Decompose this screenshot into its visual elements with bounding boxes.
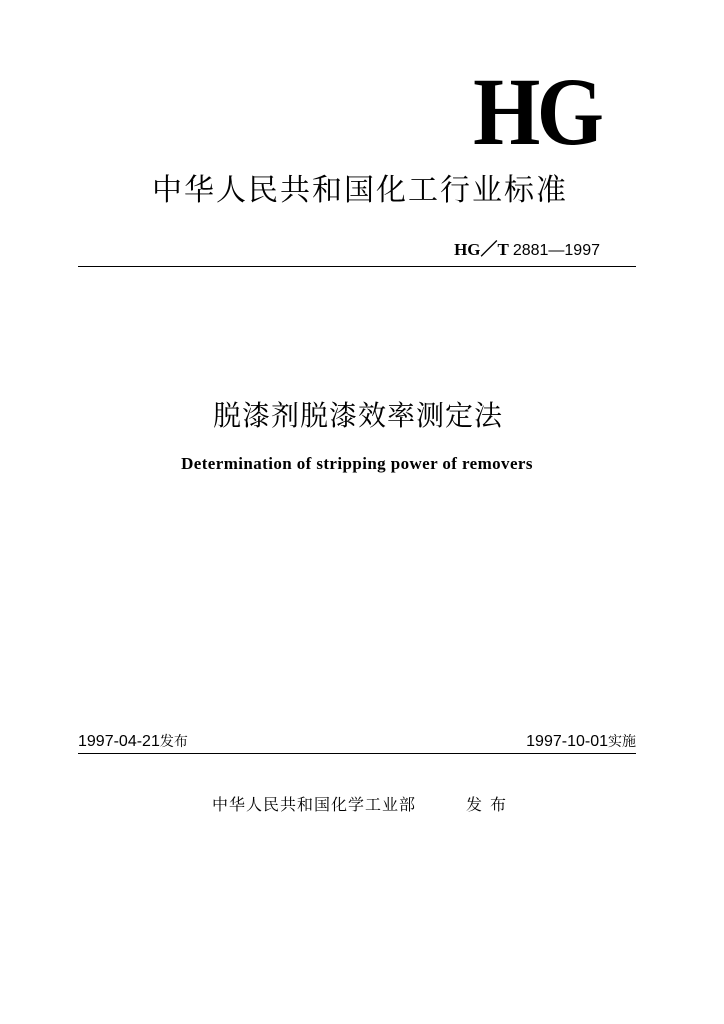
implementation-date-label: 实施 [608,734,636,750]
standard-category-title: 中华人民共和国化工行业标准 [152,173,568,208]
issuing-action: 发布 [466,795,515,814]
issuing-authority: 中华人民共和国化学工业部 [212,795,417,814]
document-title-en: Determination of stripping power of removers [181,454,533,473]
standard-code [454,238,600,263]
top-divider [78,266,636,267]
hg-logo: HG [472,58,600,165]
implementation-date [526,731,636,753]
issue-date-value: 1997-04-21 [78,733,160,750]
standard-code-prefix: HG／T [454,240,509,259]
bottom-divider [78,753,636,754]
document-title-cn: 脱漆剂脱漆效率测定法 [212,399,503,432]
standard-code-number: 2881—1997 [512,242,600,259]
issue-date-label: 发布 [159,734,188,750]
issue-date [78,731,188,753]
implementation-date-value: 1997-10-01 [526,733,608,750]
